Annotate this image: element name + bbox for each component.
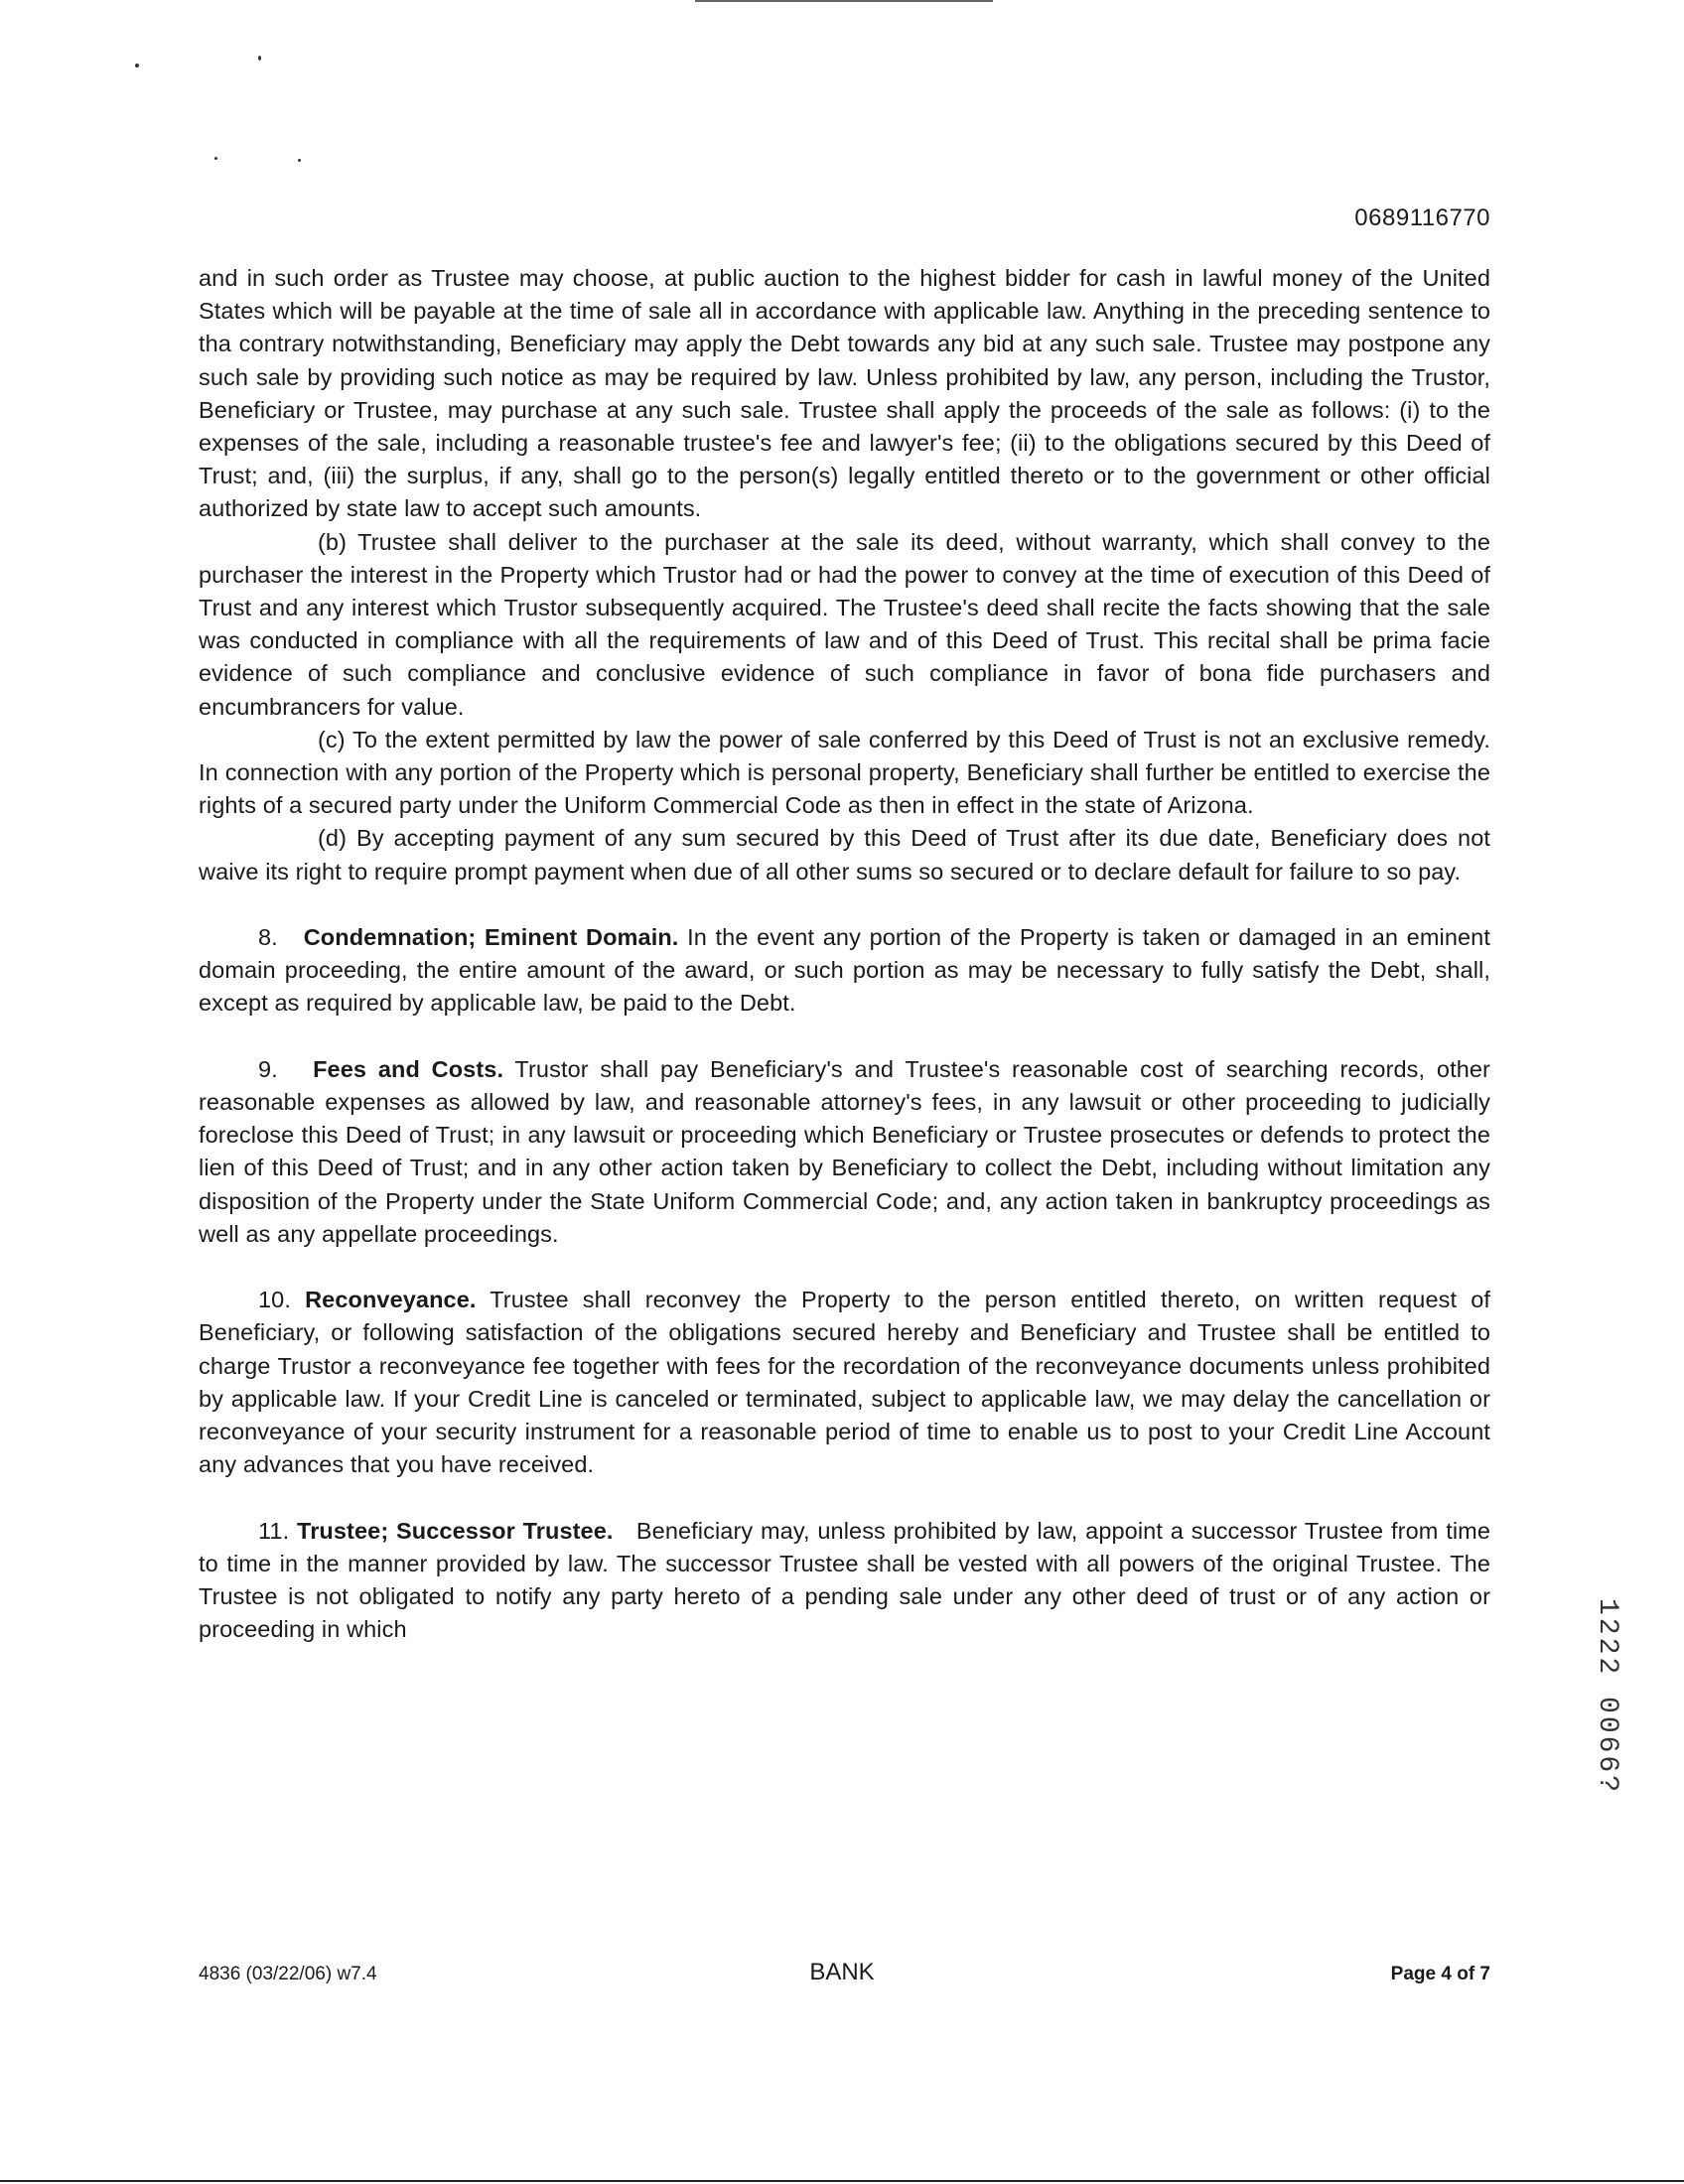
section-heading: Trustee; Successor Trustee. [297, 1517, 614, 1544]
paragraph-d: (d) By accepting payment of any sum secured by this Deed of Trust after its due date, Beneficiary does not waive its right to require prompt payment when due of all other sums so secured or to declare default for failure to so pay. [199, 825, 1490, 885]
section-heading: Reconveyance. [305, 1287, 477, 1313]
section-10 [199, 1284, 1490, 1481]
section-number: 11. [258, 1517, 290, 1544]
paragraph-c: (c) To the extent permitted by law the power of sale conferred by this Deed of Trust is not an exclusive remedy. In connection with any portion of the Property which is personal property, Beneficiary shall further be entitled to exercise the rights of a secured party under the Uniform Commercial Code as then in effect in the state of Arizona. [199, 726, 1490, 819]
section-number: 10. [258, 1287, 291, 1313]
scan-speck [214, 157, 217, 160]
paragraph-sale-proceeds: and in such order as Trustee may choose, at public auction to the highest bidder for cash in lawful money of the United States which will be payable at the time of sale all in accordance with applicable law. Anything in the preceding sentence to tha contrary notwithstanding, Beneficiary may apply the Debt towards any bid at any such sale. Trustee may postpone any such sale by providing such notice as may be required by law. Unless prohibited by law, any person, including the Trustor, Beneficiary or Trustee, may purchase at any such sale. Trustee shall apply the proceeds of the sale as follows: (i) to the expenses of the sale, including a reasonable trustee's fee and lawyer's fee; (ii) to the obligations secured by this Deed of Trust; and, (iii) the surplus, if any, shall go to the person(s) legally entitled thereto or to the government or other official authorized by state law to accept such amounts. [199, 265, 1490, 522]
side-recording-stamp: 1222 0066? [1592, 1598, 1622, 1796]
scan-speck [135, 64, 139, 68]
section-number: 9. [258, 1055, 278, 1082]
section-text: Beneficiary may, unless prohibited by law, appoint a successor Trustee from time to time in the manner provided by law. The successor Trustee shall be vested with all powers of the original Trustee. The Trustee is not obligated to notify any party hereto of a pending sale under any other deed of trust or of any action or proceeding in which [199, 1517, 1490, 1643]
section-text: Trustor shall pay Beneficiary's and Trustee's reasonable cost of searching records, other reasonable expenses as allowed by law, and reasonable attorney's fees, in any lawsuit or other proceeding to judicially foreclose this Deed of Trust; in any lawsuit or proceeding which Beneficiary or Trustee prosecutes or defends to protect the lien of this Deed of Trust; and in any other action taken by Beneficiary to collect the Debt, including without limitation any disposition of the Property under the State Uniform Commercial Code; and, any action taken in bankruptcy proceedings as well as any appellate proceedings. [199, 1055, 1490, 1247]
footer-form-id: 4836 (03/22/06) w7.4 [199, 1964, 377, 1984]
section-9 [199, 1053, 1490, 1251]
footer-bank: BANK [809, 1959, 875, 1985]
section-11 [199, 1515, 1490, 1647]
section-text: In the event any portion of the Property is taken or damaged in an eminent domain proceeding, the entire amount of the award, or such portion as may be necessary to fully satisfy the Debt, shall, except as required by applicable law, be paid to the Debt. [199, 924, 1490, 1017]
section-8 [199, 921, 1490, 1021]
scan-speck [258, 56, 261, 61]
section-heading: Fees and Costs. [313, 1055, 504, 1082]
footer-page-number: Page 4 of 7 [1390, 1964, 1490, 1984]
document-number: 0689116770 [1354, 205, 1490, 231]
section-number: 8. [258, 924, 278, 951]
section-heading: Condemnation; Eminent Domain. [303, 924, 679, 951]
bottom-scan-edge [0, 2180, 1684, 2182]
section-text: Trustee shall reconvey the Property to the person entitled thereto, on written request of Beneficiary, or following satisfaction of the obligations secured hereby and Beneficiary and Trustee shall be entitled to charge Trustor a reconveyance fee together with fees for the recordation of the reconveyance documents unless prohibited by applicable law. If your Credit Line is canceled or terminated, subject to applicable law, we may delay the cancellation or reconveyance of your security instrument for a reasonable period of time to enable us to post to your Credit Line Account any advances that you have received. [199, 1287, 1490, 1478]
paragraph-b: (b) Trustee shall deliver to the purchaser at the sale its deed, without warranty, which shall convey to the purchaser the interest in the Property which Trustor had or had the power to convey at the time of execution of this Deed of Trust and any interest which Trustor subsequently acquired. The Trustee's deed shall recite the facts showing that the sale was conducted in compliance with all the requirements of law and of this Deed of Trust. This recital shall be prima facie evidence of such compliance and conclusive evidence of such compliance in favor of bona fide purchasers and encumbrancers for value. [199, 528, 1490, 720]
scan-speck [298, 159, 301, 162]
document-body [199, 262, 1490, 1646]
top-scan-edge [695, 0, 993, 2]
